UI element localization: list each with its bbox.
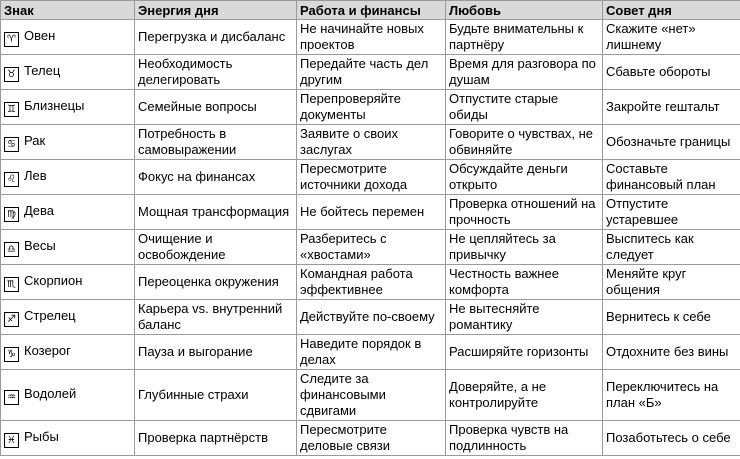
table-row xyxy=(1,125,740,160)
table-row xyxy=(1,300,740,335)
work-cell: Передайте часть дел другим xyxy=(297,55,446,90)
sign-name: Овен xyxy=(24,27,56,43)
love-cell: Время для разговора по душам xyxy=(446,55,603,90)
energy-cell: Мощная трансформация xyxy=(135,195,297,230)
energy-cell: Очищение и освобождение xyxy=(135,230,297,265)
advice-cell: Отдохните без вины xyxy=(603,335,740,370)
libra-icon: ♎ xyxy=(4,242,19,257)
aquarius-icon: ♒ xyxy=(4,390,19,405)
work-cell: Наведите порядок в делах xyxy=(297,335,446,370)
gemini-icon: ♊ xyxy=(4,102,19,117)
cancer-icon: ♋ xyxy=(4,137,19,152)
sagittarius-icon: ♐ xyxy=(4,312,19,327)
love-cell: Говорите о чувствах, не обвиняйте xyxy=(446,125,603,160)
work-cell: Пересмотрите источники дохода xyxy=(297,160,446,195)
sign-cell xyxy=(1,55,135,90)
work-cell: Пересмотрите деловые связи xyxy=(297,421,446,456)
work-cell: Не бойтесь перемен xyxy=(297,195,446,230)
energy-cell: Необходимость делегировать xyxy=(135,55,297,90)
advice-cell: Переключитесь на план «Б» xyxy=(603,370,740,421)
energy-cell: Переоценка окружения xyxy=(135,265,297,300)
energy-cell: Карьера vs. внутренний баланс xyxy=(135,300,297,335)
sign-name: Лев xyxy=(24,167,47,183)
table-row xyxy=(1,20,740,55)
love-cell: Проверка отношений на прочность xyxy=(446,195,603,230)
love-cell: Не цепляйтесь за привычку xyxy=(446,230,603,265)
table-row xyxy=(1,421,740,456)
love-cell: Проверка чувств на подлинность xyxy=(446,421,603,456)
sign-cell xyxy=(1,335,135,370)
work-cell: Не начинайте новых проектов xyxy=(297,20,446,55)
sign-name: Телец xyxy=(24,62,61,78)
sign-cell xyxy=(1,230,135,265)
header-row xyxy=(1,1,740,20)
energy-cell: Семейные вопросы xyxy=(135,90,297,125)
sign-cell xyxy=(1,195,135,230)
sign-name: Козерог xyxy=(24,342,71,358)
advice-cell: Позаботьтесь о себе xyxy=(603,421,740,456)
work-cell: Разберитесь с «хвостами» xyxy=(297,230,446,265)
taurus-icon: ♉ xyxy=(4,67,19,82)
virgo-icon: ♍ xyxy=(4,207,19,222)
pisces-icon: ♓ xyxy=(4,433,19,448)
aries-icon: ♈ xyxy=(4,32,19,47)
sign-name: Стрелец xyxy=(24,307,76,323)
sign-name: Дева xyxy=(24,202,55,218)
advice-cell: Выспитесь как следует xyxy=(603,230,740,265)
table-row xyxy=(1,195,740,230)
energy-cell: Потребность в самовыражении xyxy=(135,125,297,160)
love-cell: Не вытесняйте романтику xyxy=(446,300,603,335)
love-cell: Расширяйте горизонты xyxy=(446,335,603,370)
love-cell: Честность важнее комфорта xyxy=(446,265,603,300)
header-love: Любовь xyxy=(446,1,603,20)
scorpio-icon: ♏ xyxy=(4,277,19,292)
table-row xyxy=(1,90,740,125)
header-advice: Совет дня xyxy=(603,1,740,20)
sign-name: Рак xyxy=(24,132,46,148)
energy-cell: Проверка партнёрств xyxy=(135,421,297,456)
sign-name: Рыбы xyxy=(24,428,59,444)
work-cell: Перепроверяйте документы xyxy=(297,90,446,125)
advice-cell: Отпустите устаревшее xyxy=(603,195,740,230)
capricorn-icon: ♑ xyxy=(4,347,19,362)
table-row xyxy=(1,160,740,195)
advice-cell: Составьте финансовый план xyxy=(603,160,740,195)
love-cell: Отпустите старые обиды xyxy=(446,90,603,125)
work-cell: Заявите о своих заслугах xyxy=(297,125,446,160)
advice-cell: Меняйте круг общения xyxy=(603,265,740,300)
sign-cell xyxy=(1,20,135,55)
energy-cell: Глубинные страхи xyxy=(135,370,297,421)
sign-name: Близнецы xyxy=(24,97,85,113)
advice-cell: Вернитесь к себе xyxy=(603,300,740,335)
energy-cell: Перегрузка и дисбаланс xyxy=(135,20,297,55)
sign-cell xyxy=(1,300,135,335)
sign-name: Водолей xyxy=(24,385,77,401)
work-cell: Командная работа эффективнее xyxy=(297,265,446,300)
table-row xyxy=(1,230,740,265)
header-sign: Знак xyxy=(1,1,135,20)
header-work: Работа и финансы xyxy=(297,1,446,20)
sign-cell xyxy=(1,265,135,300)
sign-cell xyxy=(1,160,135,195)
table-row xyxy=(1,55,740,90)
love-cell: Доверяйте, а не контролируйте xyxy=(446,370,603,421)
header-energy: Энергия дня xyxy=(135,1,297,20)
work-cell: Действуйте по-своему xyxy=(297,300,446,335)
love-cell: Будьте внимательны к партнёру xyxy=(446,20,603,55)
table-row xyxy=(1,265,740,300)
leo-icon: ♌ xyxy=(4,172,19,187)
advice-cell: Закройте гештальт xyxy=(603,90,740,125)
advice-cell: Сбавьте обороты xyxy=(603,55,740,90)
sign-cell xyxy=(1,421,135,456)
energy-cell: Фокус на финансах xyxy=(135,160,297,195)
advice-cell: Скажите «нет» лишнему xyxy=(603,20,740,55)
sign-cell xyxy=(1,125,135,160)
sign-cell xyxy=(1,90,135,125)
sign-cell xyxy=(1,370,135,421)
energy-cell: Пауза и выгорание xyxy=(135,335,297,370)
love-cell: Обсуждайте деньги открыто xyxy=(446,160,603,195)
work-cell: Следите за финансовыми сдвигами xyxy=(297,370,446,421)
table-row xyxy=(1,335,740,370)
sign-name: Скорпион xyxy=(24,272,83,288)
table-row xyxy=(1,370,740,421)
sign-name: Весы xyxy=(24,237,56,253)
advice-cell: Обозначьте границы xyxy=(603,125,740,160)
